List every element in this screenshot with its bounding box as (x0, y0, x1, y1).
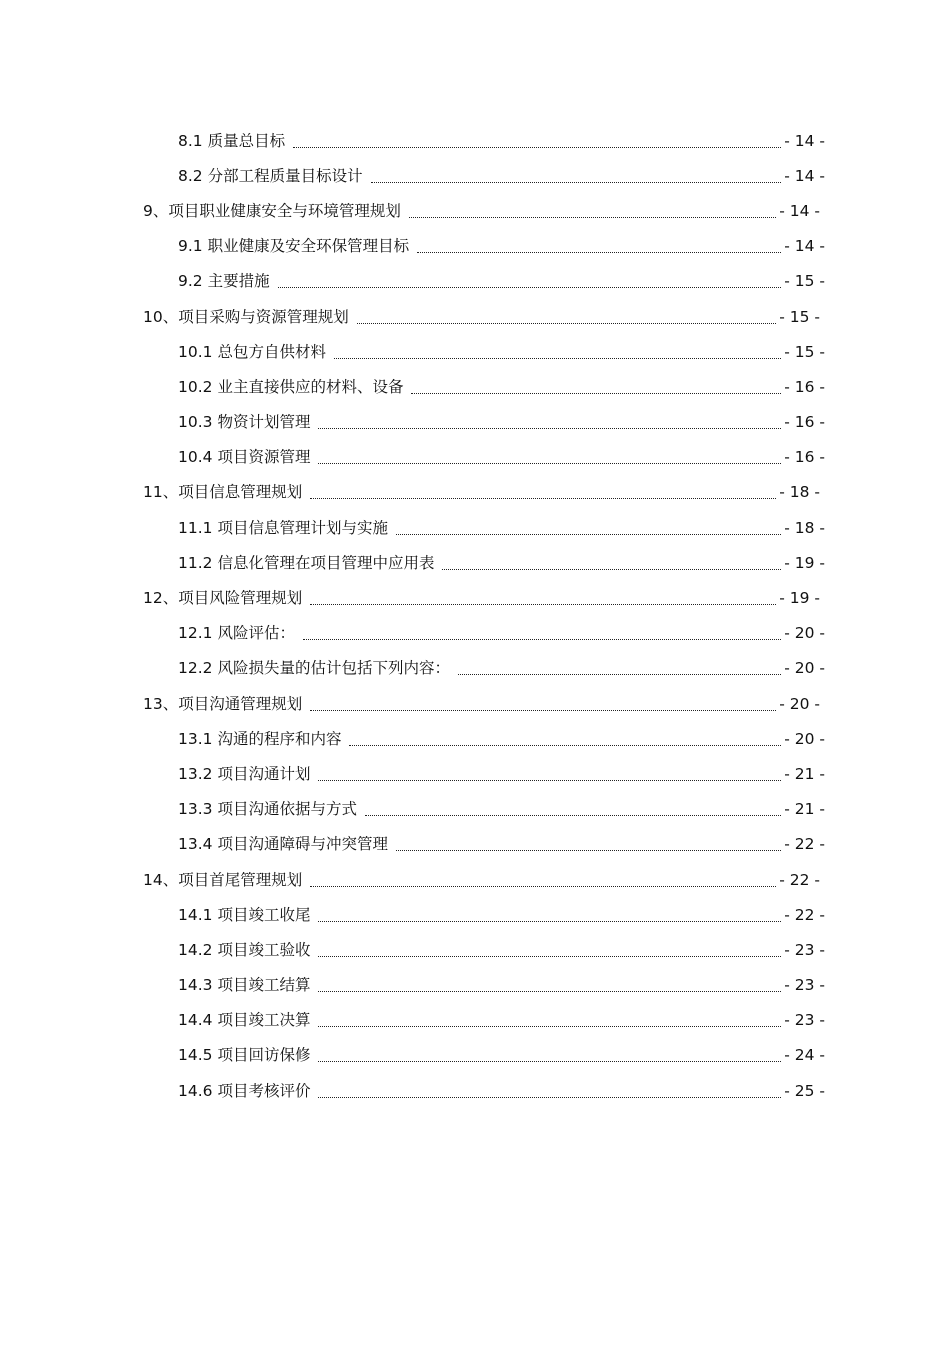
toc-dot-leader (458, 658, 781, 678)
toc-entry-page-number: - 19 - (779, 589, 820, 608)
toc-dot-leader (310, 588, 776, 608)
toc-entry-page-number: - 21 - (784, 764, 825, 783)
toc-dot-leader (349, 729, 781, 749)
toc-entry[interactable] (0, 545, 825, 580)
toc-dot-leader (318, 940, 781, 960)
toc-entry-title: 14.6 项目考核评价 (178, 1081, 311, 1100)
toc-dot-leader (310, 482, 776, 502)
toc-dot-leader (409, 201, 776, 221)
toc-dot-leader (318, 447, 781, 467)
toc-dot-leader (396, 834, 781, 854)
toc-entry-title: 14.2 项目竣工验收 (178, 940, 311, 959)
toc-entry-page-number: - 16 - (784, 448, 825, 467)
toc-entry-page-number: - 20 - (784, 729, 825, 748)
toc-dot-leader (318, 975, 781, 995)
toc-dot-leader (310, 694, 776, 714)
toc-entry-page-number: - 22 - (784, 905, 825, 924)
toc-entry[interactable] (0, 510, 825, 545)
toc-entry[interactable] (0, 405, 825, 440)
toc-dot-leader (417, 236, 781, 256)
toc-entry-page-number: - 20 - (784, 624, 825, 643)
toc-entry-title: 13.2 项目沟通计划 (178, 764, 311, 783)
toc-entry-title: 9.2 主要措施 (178, 272, 270, 291)
toc-entry-title: 14.1 项目竣工收尾 (178, 905, 311, 924)
toc-entry[interactable] (0, 721, 825, 756)
toc-entry-title: 11.1 项目信息管理计划与实施 (178, 518, 388, 537)
toc-entry-page-number: - 18 - (784, 518, 825, 537)
toc-entry-title: 8.2 分部工程质量目标设计 (178, 166, 363, 185)
toc-entry-title: 12.1 风险评估： (178, 624, 295, 643)
toc-entry-page-number: - 15 - (784, 272, 825, 291)
toc-dot-leader (411, 377, 781, 397)
toc-dot-leader (371, 166, 782, 186)
toc-entry-page-number: - 22 - (784, 835, 825, 854)
toc-entry-page-number: - 14 - (784, 237, 825, 256)
toc-entry-page-number: - 16 - (784, 377, 825, 396)
toc-dot-leader (442, 553, 781, 573)
toc-entry-title: 11.2 信息化管理在项目管理中应用表 (178, 553, 435, 572)
toc-entry[interactable] (0, 756, 825, 791)
toc-entry-title: 11、项目信息管理规划 (143, 483, 303, 502)
toc-entry[interactable] (0, 897, 825, 932)
toc-dot-leader (318, 1010, 781, 1030)
toc-entry[interactable] (0, 1003, 825, 1038)
toc-dot-leader (365, 799, 781, 819)
toc-entry-title: 13.1 沟通的程序和内容 (178, 729, 342, 748)
toc-entry[interactable] (0, 440, 825, 475)
toc-entry-page-number: - 23 - (784, 976, 825, 995)
toc-entry-title: 12.2 风险损失量的估计包括下列内容： (178, 659, 450, 678)
toc-entry[interactable] (0, 686, 820, 721)
toc-dot-leader (318, 412, 781, 432)
toc-entry-title: 13.3 项目沟通依据与方式 (178, 800, 357, 819)
toc-entry-page-number: - 23 - (784, 1011, 825, 1030)
toc-entry[interactable] (0, 158, 825, 193)
toc-entry-page-number: - 14 - (779, 201, 820, 220)
toc-entry[interactable] (0, 932, 825, 967)
toc-dot-leader (318, 1045, 781, 1065)
toc-dot-leader (293, 131, 781, 151)
toc-entry-title: 14.4 项目竣工决算 (178, 1011, 311, 1030)
toc-entry-title: 9、项目职业健康安全与环境管理规划 (143, 201, 401, 220)
toc-dot-leader (334, 342, 781, 362)
toc-entry-page-number: - 14 - (784, 131, 825, 150)
toc-entry-title: 10、项目采购与资源管理规划 (143, 307, 349, 326)
toc-entry-title: 10.1 总包方自供材料 (178, 342, 326, 361)
toc-entry-page-number: - 15 - (779, 307, 820, 326)
toc-entry[interactable] (0, 651, 825, 686)
toc-entry-page-number: - 15 - (784, 342, 825, 361)
toc-entry-title: 14、项目首尾管理规划 (143, 870, 303, 889)
toc-entry-page-number: - 25 - (784, 1081, 825, 1100)
toc-dot-leader (396, 518, 781, 538)
toc-entry[interactable] (0, 299, 820, 334)
toc-entry-title: 10.2 业主直接供应的材料、设备 (178, 377, 404, 396)
toc-entry-page-number: - 22 - (779, 870, 820, 889)
toc-entry-page-number: - 18 - (779, 483, 820, 502)
toc-entry-title: 8.1 质量总目标 (178, 131, 286, 150)
toc-entry-title: 13、项目沟通管理规划 (143, 694, 303, 713)
toc-entry-page-number: - 20 - (784, 659, 825, 678)
toc-entry[interactable] (0, 580, 820, 615)
toc-entry-page-number: - 16 - (784, 413, 825, 432)
table-of-contents (0, 123, 950, 1108)
toc-dot-leader (357, 307, 777, 327)
toc-dot-leader (318, 905, 781, 925)
toc-entry-page-number: - 14 - (784, 166, 825, 185)
toc-entry[interactable] (0, 193, 820, 228)
toc-entry-page-number: - 20 - (779, 694, 820, 713)
toc-dot-leader (318, 1081, 781, 1101)
toc-entry-title: 14.5 项目回访保修 (178, 1046, 311, 1065)
toc-entry[interactable] (0, 1073, 825, 1108)
toc-dot-leader (303, 623, 781, 643)
toc-entry[interactable] (0, 369, 825, 404)
toc-entry-page-number: - 23 - (784, 940, 825, 959)
toc-entry[interactable] (0, 475, 820, 510)
toc-entry[interactable] (0, 827, 825, 862)
toc-entry[interactable] (0, 1038, 825, 1073)
toc-entry[interactable] (0, 968, 825, 1003)
toc-entry[interactable] (0, 862, 820, 897)
toc-entry-title: 10.4 项目资源管理 (178, 448, 311, 467)
toc-dot-leader (318, 764, 781, 784)
toc-entry-title: 12、项目风险管理规划 (143, 589, 303, 608)
toc-entry-page-number: - 19 - (784, 553, 825, 572)
toc-dot-leader (310, 870, 776, 890)
toc-entry-title: 13.4 项目沟通障碍与冲突管理 (178, 835, 388, 854)
toc-entry[interactable] (0, 264, 825, 299)
toc-entry[interactable] (0, 792, 825, 827)
toc-entry-title: 14.3 项目竣工结算 (178, 976, 311, 995)
toc-entry[interactable] (0, 334, 825, 369)
toc-dot-leader (278, 271, 782, 291)
toc-entry[interactable] (0, 229, 825, 264)
toc-entry-title: 9.1 职业健康及安全环保管理目标 (178, 237, 410, 256)
toc-entry[interactable] (0, 123, 825, 158)
toc-entry-page-number: - 21 - (784, 800, 825, 819)
toc-entry[interactable] (0, 616, 825, 651)
toc-entry-title: 10.3 物资计划管理 (178, 413, 311, 432)
toc-entry-page-number: - 24 - (784, 1046, 825, 1065)
